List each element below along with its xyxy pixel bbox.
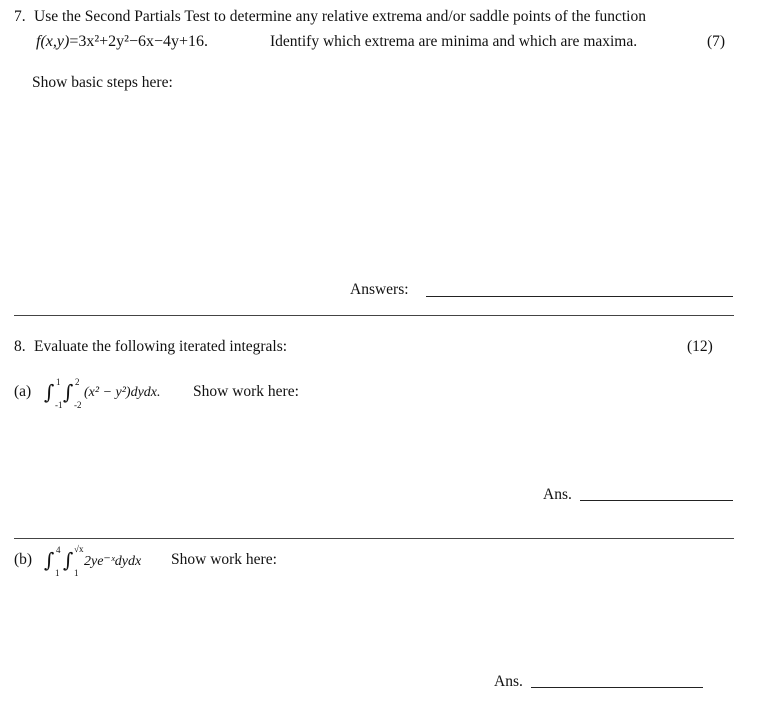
- q8b-answer-line[interactable]: [531, 687, 703, 688]
- q7-identify: Identify which extrema are minima and which are maxima.: [270, 33, 638, 50]
- q8a-inner-integral-sign: ∫: [63, 380, 74, 404]
- q8b-inner-integral-sign: ∫: [63, 548, 74, 572]
- q8a-outer-upper: 1: [56, 377, 61, 387]
- q7-function: [36, 33, 208, 51]
- q8a-outer-lower: -1: [55, 400, 63, 410]
- q7-function-rhs: =3x²+2y²−6x−4y+16.: [69, 33, 209, 50]
- q8b-inner-lower: 1: [74, 568, 79, 578]
- q8-prompt: Evaluate the following iterated integrals:: [34, 338, 288, 355]
- q8a-inner-lower: -2: [74, 400, 82, 410]
- q7-answer-line[interactable]: [426, 296, 733, 297]
- q8b-integrand: 2ye⁻ˣdydx: [84, 554, 142, 569]
- q7-function-lhs: f(x,y): [36, 33, 70, 50]
- q8a-outer-integral-sign: ∫: [44, 380, 55, 404]
- divider: [14, 315, 734, 316]
- q8a-ans-label: Ans.: [543, 486, 572, 503]
- q7-show-steps: Show basic steps here:: [32, 74, 173, 91]
- q8a-integral: [44, 376, 194, 412]
- q8b-inner-upper: √x: [74, 544, 84, 554]
- q8b-integral: [44, 544, 174, 580]
- q8b-outer-lower: 1: [55, 568, 60, 578]
- q8a-answer-line[interactable]: [580, 500, 733, 501]
- q8b-outer-upper: 4: [56, 545, 61, 555]
- q7-answers-label: Answers:: [350, 281, 409, 298]
- q8a-show-work: Show work here:: [193, 383, 299, 400]
- q8a-label: (a): [14, 383, 32, 400]
- q8-number: 8.: [14, 338, 26, 355]
- divider: [14, 538, 734, 539]
- q8a-integrand: (x² − y²)dydx.: [84, 385, 161, 400]
- q7-prompt: Use the Second Partials Test to determine any relative extrema and/or saddle points of the function: [34, 8, 646, 25]
- q8b-ans-label: Ans.: [494, 673, 523, 690]
- q8-points: (12): [687, 338, 713, 355]
- q7-number: 7.: [14, 8, 26, 25]
- q8b-label: (b): [14, 551, 33, 568]
- q7-points: (7): [707, 33, 726, 50]
- q8b-outer-integral-sign: ∫: [44, 548, 55, 572]
- q8a-inner-upper: 2: [75, 377, 80, 387]
- q8b-show-work: Show work here:: [171, 551, 277, 568]
